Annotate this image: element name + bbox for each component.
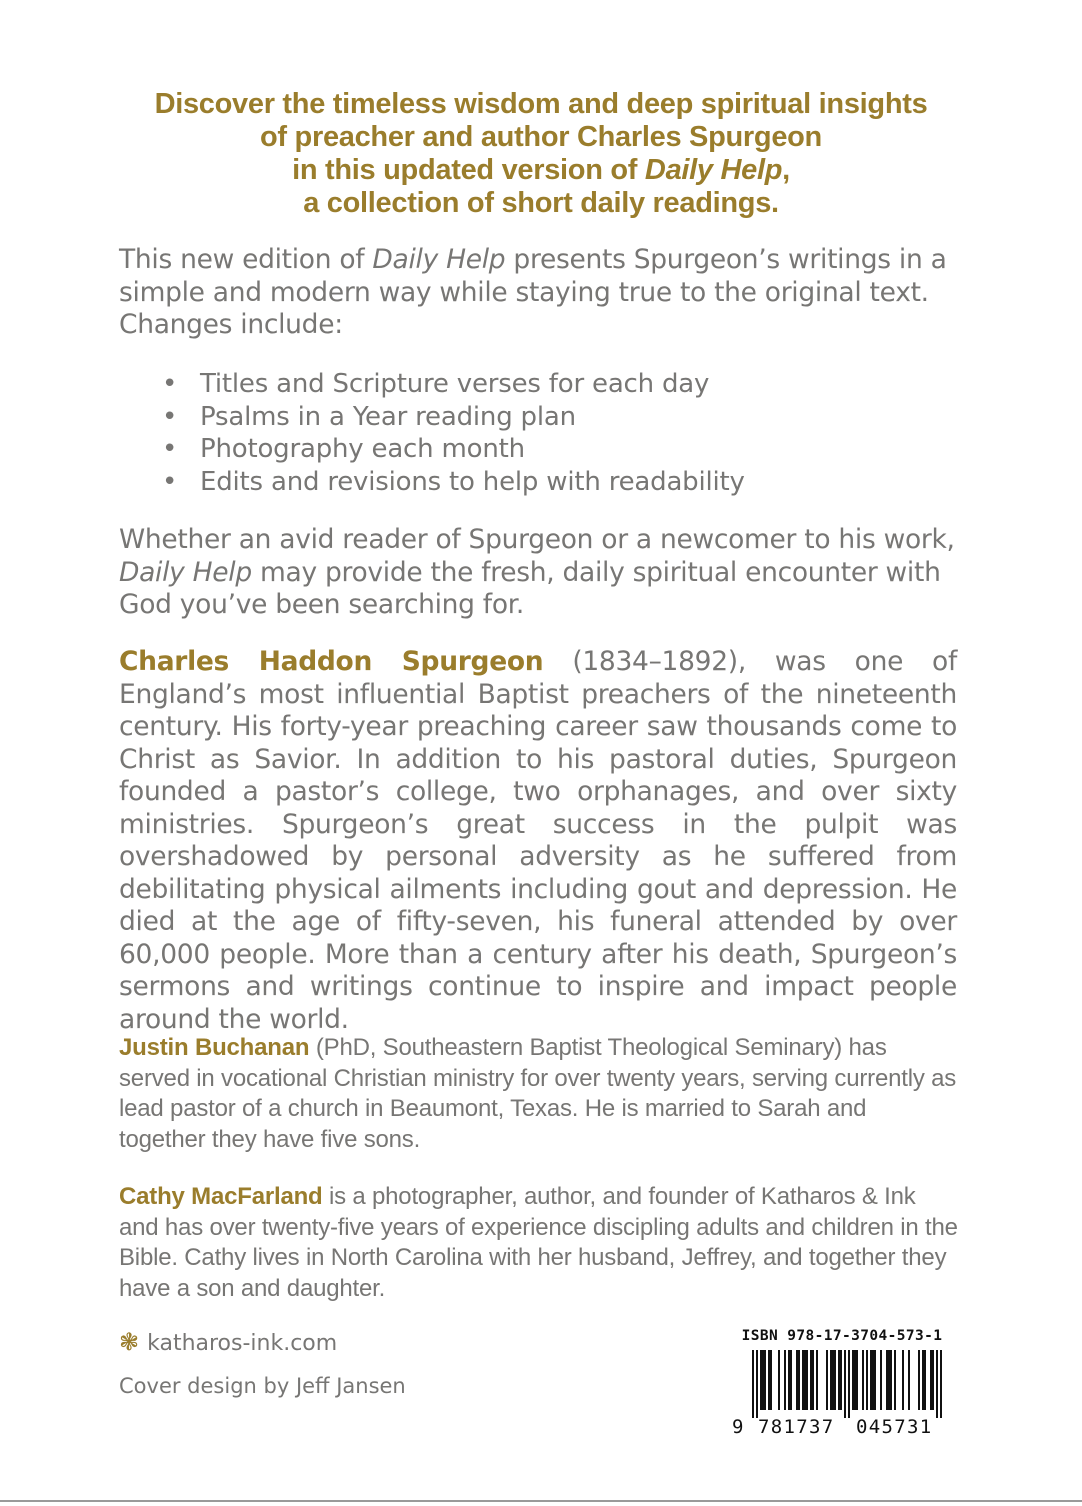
barcode-guard-bar: [844, 1350, 846, 1418]
barcode-bar: [784, 1350, 786, 1410]
barcode-bar: [902, 1350, 904, 1410]
changes-list: [160, 368, 940, 498]
barcode-bar: [894, 1350, 896, 1410]
list-item-text: Titles and Scripture verses for each day: [200, 369, 710, 399]
barcode-bar: [874, 1350, 876, 1410]
barcode-guard-bar: [756, 1350, 758, 1418]
ean-left-digits: 781737: [758, 1416, 835, 1438]
intro-text: This new edition of: [119, 244, 373, 275]
barcode-bar: [880, 1350, 882, 1410]
barcode-bar: [866, 1350, 868, 1410]
barcode: [728, 1350, 956, 1418]
barcode-bar: [770, 1350, 772, 1410]
barcode-guard-bar: [752, 1350, 754, 1418]
barcode-bar: [888, 1350, 890, 1410]
publisher-website[interactable]: [119, 1328, 337, 1358]
barcode-bar: [908, 1350, 910, 1410]
barcode-bar: [806, 1350, 808, 1410]
barcode-bar: [870, 1350, 872, 1410]
barcode-bar: [830, 1350, 832, 1410]
barcode-bar: [762, 1350, 764, 1410]
author-name: Charles Haddon Spurgeon: [119, 646, 544, 677]
closing-text: may provide the fresh, daily spiritual encounter with God you’ve been searching for.: [119, 556, 941, 620]
barcode-bar: [838, 1350, 840, 1410]
barcode-bar: [778, 1350, 780, 1410]
barcode-bar: [924, 1350, 926, 1410]
isbn-label: ISBN 978-17-3704-573-1: [741, 1328, 943, 1344]
closing-text: Whether an avid reader of Spurgeon or a newcomer to his work,: [119, 524, 955, 555]
barcode-bar: [854, 1350, 856, 1410]
bio-text: (1834–1892), was one of England’s most influential Baptist preachers of the nineteenth century. His forty-year preaching career saw thousands come to Christ as Savior. In addition to his pastoral duties, Spurgeon founded a pastor’s college, two orphanages, and over sixty ministries. Spurgeon’s great success in the pulpit was overshadowed by personal adversity as he suffered from debilitating physical ailments including gout and depression. He died at the age of fifty-seven, his funeral attended by over 60,000 people. More than a century after his death, Spurgeon’s sermons and writings continue to inspire and impact people around the world.: [119, 646, 957, 1035]
website-link[interactable]: katharos-ink.com: [147, 1331, 338, 1356]
barcode-bar: [812, 1350, 814, 1410]
barcode-bar: [816, 1350, 818, 1410]
ean-right-digits: 045731: [856, 1416, 933, 1438]
barcode-bar: [890, 1350, 892, 1410]
barcode-bar: [796, 1350, 798, 1410]
photographer-name: Cathy MacFarland: [119, 1183, 323, 1210]
book-title: Daily Help: [372, 244, 506, 275]
list-item: [160, 433, 940, 466]
bullet-icon: •: [162, 434, 178, 464]
barcode-bar: [922, 1350, 924, 1410]
list-item-text: Photography each month: [200, 434, 525, 464]
bio-text: is a photographer, author, and founder of Katharos & Ink and has over twenty-five years of experience discipling adults and children in the Bible. Cathy lives in North Carolina with her husband, Jeffrey, and together they have a son and daughter.: [119, 1183, 958, 1302]
barcode-bar: [862, 1350, 864, 1410]
list-item: [160, 466, 940, 499]
bullet-icon: •: [162, 369, 178, 399]
barcode-guard-bar: [936, 1350, 938, 1418]
headline-line: a collection of short daily readings.: [303, 187, 779, 219]
list-item-text: Edits and revisions to help with readability: [200, 466, 745, 497]
headline-text: in this updated version of: [292, 154, 645, 186]
trim-line: [0, 1500, 1082, 1502]
intro-paragraph: [119, 244, 957, 342]
isbn-barcode-block: [728, 1328, 956, 1438]
buchanan-bio: [119, 1033, 959, 1155]
barcode-bar: [852, 1350, 854, 1410]
barcode-bar: [768, 1350, 770, 1410]
barcode-bar: [932, 1350, 934, 1410]
editor-name: Justin Buchanan: [119, 1034, 310, 1061]
barcode-bar: [856, 1350, 858, 1410]
list-item-text: Psalms in a Year reading plan: [200, 401, 576, 432]
book-title: Daily Help: [644, 154, 783, 186]
flower-icon: ❃: [119, 1328, 140, 1356]
bullet-icon: •: [162, 401, 178, 432]
ean-first-digit: 9: [732, 1416, 744, 1438]
book-title: Daily Help: [119, 556, 252, 588]
closing-paragraph: [119, 524, 957, 622]
intro-text: presents Spurgeon’s writings in a simple and modern way while staying true to the original text. Changes include:: [119, 244, 947, 340]
barcode-bar: [826, 1350, 828, 1410]
barcode-bar: [788, 1350, 790, 1410]
barcode-bar: [930, 1350, 932, 1410]
barcode-guard-bar: [940, 1350, 942, 1418]
ean-digits: [728, 1416, 956, 1438]
barcode-bar: [790, 1350, 792, 1410]
headline-text: ,: [782, 154, 790, 186]
barcode-guard-bar: [848, 1350, 850, 1418]
barcode-bar: [804, 1350, 806, 1410]
spurgeon-bio: [119, 646, 957, 1036]
barcode-bar: [798, 1350, 800, 1410]
barcode-bar: [760, 1350, 762, 1410]
headline-line: Discover the timeless wisdom and deep spiritual insights: [154, 88, 928, 120]
barcode-bar: [802, 1350, 804, 1410]
barcode-bar: [834, 1350, 836, 1410]
list-item: [160, 368, 940, 401]
barcode-bar: [832, 1350, 834, 1410]
headline-line: [100, 154, 982, 187]
barcode-bar: [872, 1350, 874, 1410]
barcode-bar: [810, 1350, 812, 1410]
barcode-bar: [840, 1350, 842, 1410]
headline: [100, 88, 982, 220]
barcode-bar: [886, 1350, 888, 1410]
macfarland-bio: [119, 1182, 959, 1304]
barcode-bar: [918, 1350, 920, 1410]
headline-line: of preacher and author Charles Spurgeon: [260, 121, 822, 153]
bio-text: (PhD, Southeastern Baptist Theological Seminary) has served in vocational Christian ministry for over twenty years, serving currently as lead pastor of a church in Beaumont, Texas. He is married to Sarah and together they have five sons.: [119, 1034, 957, 1153]
barcode-bar: [764, 1350, 766, 1410]
cover-credit: Cover design by Jeff Jansen: [119, 1374, 406, 1398]
list-item: [160, 401, 940, 434]
bullet-icon: •: [162, 466, 178, 497]
